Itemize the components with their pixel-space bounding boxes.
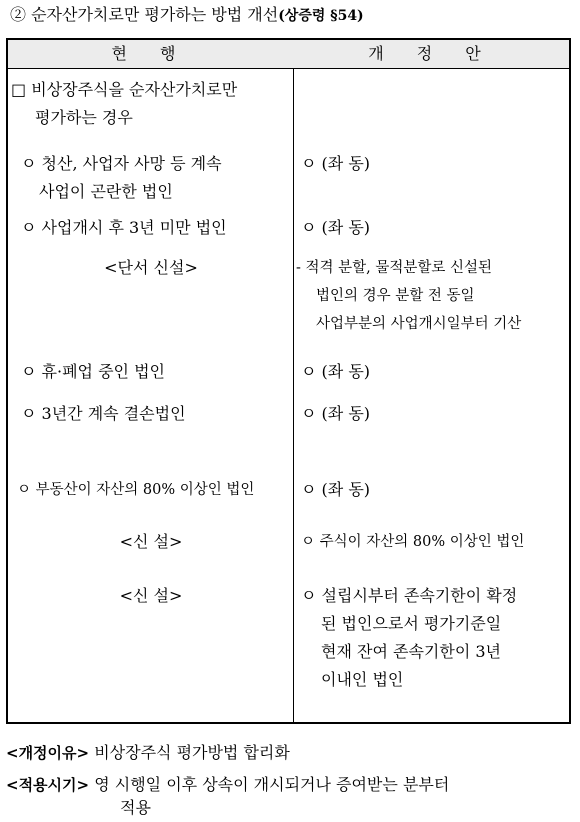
liquidation-line-1: ㅇ 청산, 사업자 사망 등 계속 [21, 154, 222, 173]
row-duration-left: <신 설> [119, 586, 183, 605]
header-proposed: 개 정 안 [368, 44, 495, 63]
duration-line-4: 이내인 법인 [321, 670, 404, 689]
heading-title: ② 순자산가치로만 평가하는 방법 개선 [10, 5, 279, 24]
row-closure-right: ㅇ (좌 동) [301, 362, 371, 381]
row-shares-right: ㅇ 주식이 자산의 80% 이상인 법인 [301, 534, 525, 550]
row-proviso-right [296, 254, 568, 338]
row-proviso-left: <단서 신설> [104, 258, 198, 277]
row-liquidation-right: ㅇ (좌 동) [301, 154, 371, 173]
proviso-line-3: 사업부분의 사업개시일부터 기산 [316, 316, 522, 332]
revision-reason-label: <개정이유> [6, 744, 90, 762]
deficit-line-1: ㅇ 3년간 계속 결손법인 [21, 404, 186, 423]
row-realestate-right: ㅇ (좌 동) [301, 480, 371, 499]
closure-line-1: ㅇ 휴·폐업 중인 법인 [21, 362, 165, 381]
effective-date-text: 영 시행일 이후 상속이 개시되거나 증여받는 분부터 [94, 775, 450, 794]
heading-reference: (상증령 §54) [278, 8, 364, 24]
row-liquidation-left [11, 150, 291, 206]
row-scope-left-text [11, 76, 291, 132]
table-header-row [8, 40, 569, 69]
section-heading [10, 4, 364, 27]
effective-date-continuation: 적용 [120, 798, 151, 817]
duration-line-1: ㅇ 설립시부터 존속기한이 확정 [301, 586, 518, 605]
row-closure-left [11, 358, 291, 386]
row-deficit-left [11, 400, 291, 428]
row-realestate-left [11, 476, 291, 504]
row-startup-left [11, 214, 291, 242]
comparison-table [6, 38, 571, 724]
header-current: 현 행 [111, 44, 190, 63]
row-startup-right: ㅇ (좌 동) [301, 218, 371, 237]
scope-line-1-text: □ 비상장주식을 순자산가치로만 [11, 80, 238, 99]
duration-line-2: 된 법인으로서 평가기준일 [321, 614, 502, 633]
scope-line-2: 평가하는 경우 [35, 108, 133, 127]
proviso-line-2: 법인의 경우 분할 전 동일 [316, 288, 475, 304]
row-duration-right [301, 582, 569, 694]
proviso-line-1: - 적격 분할, 물적분할로 신설된 [296, 260, 493, 276]
effective-date-label: <적용시기> [6, 776, 90, 794]
row-deficit-right: ㅇ (좌 동) [301, 404, 371, 423]
row-shares-left: <신 설> [119, 532, 183, 551]
duration-line-3: 현재 잔여 존속기한이 3년 [321, 642, 501, 661]
revision-reason [6, 738, 290, 768]
column-divider [293, 40, 294, 722]
realestate-line-1: ㅇ 부동산이 자산의 80% 이상인 법인 [17, 482, 255, 498]
revision-reason-text: 비상장주식 평가방법 합리화 [94, 743, 290, 762]
liquidation-line-2: 사업이 곤란한 법인 [39, 182, 173, 201]
effective-date [6, 770, 449, 800]
startup-line-1: ㅇ 사업개시 후 3년 미만 법인 [21, 218, 227, 237]
